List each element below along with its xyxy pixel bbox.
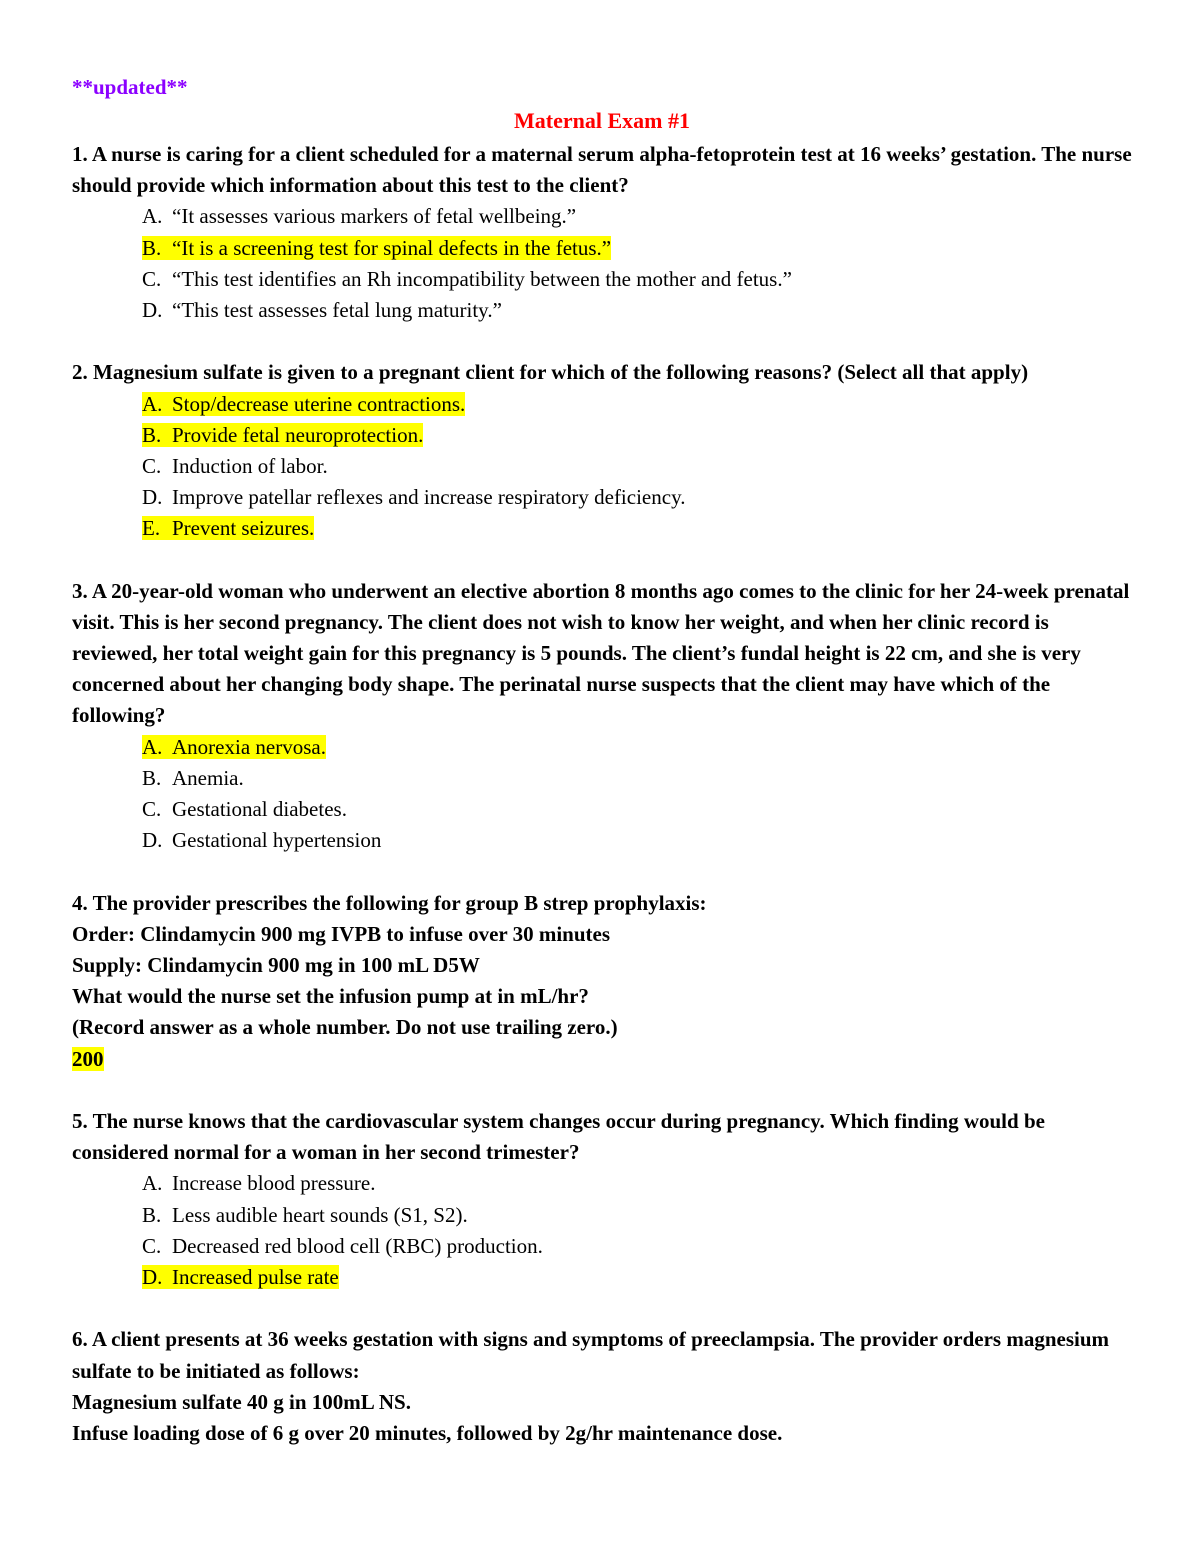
answer xyxy=(72,1044,1132,1075)
question-line: 6. A client presents at 36 weeks gestation with signs and symptoms of preeclampsia. The provider orders magnesium sulfate to be initiated as follows: xyxy=(72,1327,1109,1383)
option-c xyxy=(72,264,1132,295)
question-line: 4. The provider prescribes the following for group B strep prophylaxis: xyxy=(72,890,707,915)
option-text: Prevent seizures. xyxy=(172,516,315,541)
option-letter: A. xyxy=(142,204,163,229)
question-stem: 5. The nurse knows that the cardiovascular system changes occur during pregnancy. Which finding would be considered normal for a woman in her second trimester? xyxy=(72,1109,1045,1165)
document-page xyxy=(72,72,1132,1449)
question-line: Magnesium sulfate 40 g in 100mL NS. xyxy=(72,1389,411,1414)
updated-label: **updated** xyxy=(72,75,188,99)
option-a xyxy=(72,1168,1132,1199)
spacer xyxy=(72,1075,1132,1106)
option-letter: B. xyxy=(142,422,162,447)
option-letter: A. xyxy=(142,1171,163,1196)
question-4 xyxy=(72,888,1132,1075)
question-2 xyxy=(72,357,1132,544)
option-letter: D. xyxy=(142,485,163,510)
option-c xyxy=(72,794,1132,825)
option-text: Anemia. xyxy=(172,765,244,790)
option-text: Stop/decrease uterine contractions. xyxy=(172,391,466,416)
option-text: “It assesses various markers of fetal wellbeing.” xyxy=(172,204,577,229)
option-text: Anorexia nervosa. xyxy=(172,734,326,759)
option-b xyxy=(72,233,1132,264)
option-list xyxy=(72,732,1132,857)
option-letter: C. xyxy=(142,797,162,822)
option-letter: C. xyxy=(142,266,162,291)
option-d xyxy=(72,1262,1132,1293)
option-letter: D. xyxy=(142,1265,163,1289)
page-title: Maternal Exam #1 xyxy=(514,108,690,133)
option-a xyxy=(72,201,1132,232)
option-letter: C. xyxy=(142,1233,162,1258)
option-letter: B. xyxy=(142,765,162,790)
spacer xyxy=(72,326,1132,357)
option-text: “This test assesses fetal lung maturity.” xyxy=(172,297,502,322)
option-d xyxy=(72,295,1132,326)
option-text: Increase blood pressure. xyxy=(172,1171,376,1196)
question-stem: 3. A 20-year-old woman who underwent an elective abortion 8 months ago comes to the clinic for her 24-week prenatal visit. This is her second pregnancy. The client does not wish to know her weight, and when her clinic record is reviewed, her total weight gain for this pregnancy is 5 pounds. The client’s fundal height is 22 cm, and she is very concerned about her changing body shape. The perinatal nurse suspects that the client may have which of the following? xyxy=(72,578,1130,728)
question-line: (Record answer as a whole number. Do not use trailing zero.) xyxy=(72,1015,618,1040)
option-text: Gestational hypertension xyxy=(172,828,382,853)
option-text: “This test identifies an Rh incompatibility between the mother and fetus.” xyxy=(172,266,792,291)
option-letter: B. xyxy=(142,1202,162,1227)
option-list xyxy=(72,389,1132,545)
question-line: What would the nurse set the infusion pump at in mL/hr? xyxy=(72,984,589,1009)
answer-value: 200 xyxy=(72,1046,104,1071)
option-c xyxy=(72,451,1132,482)
option-d xyxy=(72,482,1132,513)
question-3 xyxy=(72,576,1132,857)
question-line: Infuse loading dose of 6 g over 20 minutes, followed by 2g/hr maintenance dose. xyxy=(72,1420,783,1445)
option-b xyxy=(72,763,1132,794)
option-letter: D. xyxy=(142,828,163,853)
question-stem: 2. Magnesium sulfate is given to a pregnant client for which of the following reasons? (Select all that apply) xyxy=(72,360,1029,385)
option-letter: E. xyxy=(142,516,161,541)
option-list xyxy=(72,201,1132,326)
question-5 xyxy=(72,1106,1132,1293)
option-text: Gestational diabetes. xyxy=(172,797,347,822)
option-text: Induction of labor. xyxy=(172,453,328,478)
option-b xyxy=(72,1200,1132,1231)
option-a xyxy=(72,389,1132,420)
option-text: Improve patellar reflexes and increase respiratory deficiency. xyxy=(172,485,686,510)
option-letter: A. xyxy=(142,734,163,759)
question-line: Supply: Clindamycin 900 mg in 100 mL D5W xyxy=(72,953,480,978)
spacer xyxy=(72,856,1132,887)
option-letter: C. xyxy=(142,453,162,478)
option-letter: B. xyxy=(142,235,162,260)
spacer xyxy=(72,544,1132,575)
spacer xyxy=(72,1293,1132,1324)
option-c xyxy=(72,1231,1132,1262)
option-b xyxy=(72,420,1132,451)
option-text: “It is a screening test for spinal defects in the fetus.” xyxy=(172,235,612,260)
option-text: Increased pulse rate xyxy=(172,1265,339,1289)
option-e xyxy=(72,513,1132,544)
option-list xyxy=(72,1168,1132,1293)
question-1 xyxy=(72,139,1132,326)
option-letter: A. xyxy=(142,391,163,416)
option-d xyxy=(72,825,1132,856)
option-a xyxy=(72,732,1132,763)
option-letter: D. xyxy=(142,297,163,322)
question-line: Order: Clindamycin 900 mg IVPB to infuse over 30 minutes xyxy=(72,921,611,946)
option-text: Decreased red blood cell (RBC) production. xyxy=(172,1233,543,1258)
option-text: Less audible heart sounds (S1, S2). xyxy=(172,1202,468,1227)
question-stem: 1. A nurse is caring for a client scheduled for a maternal serum alpha-fetoprotein test at 16 weeks’ gestation. The nurse should provide which information about this test to the client? xyxy=(72,142,1132,198)
option-text: Provide fetal neuroprotection. xyxy=(172,422,424,447)
question-6 xyxy=(72,1324,1132,1449)
